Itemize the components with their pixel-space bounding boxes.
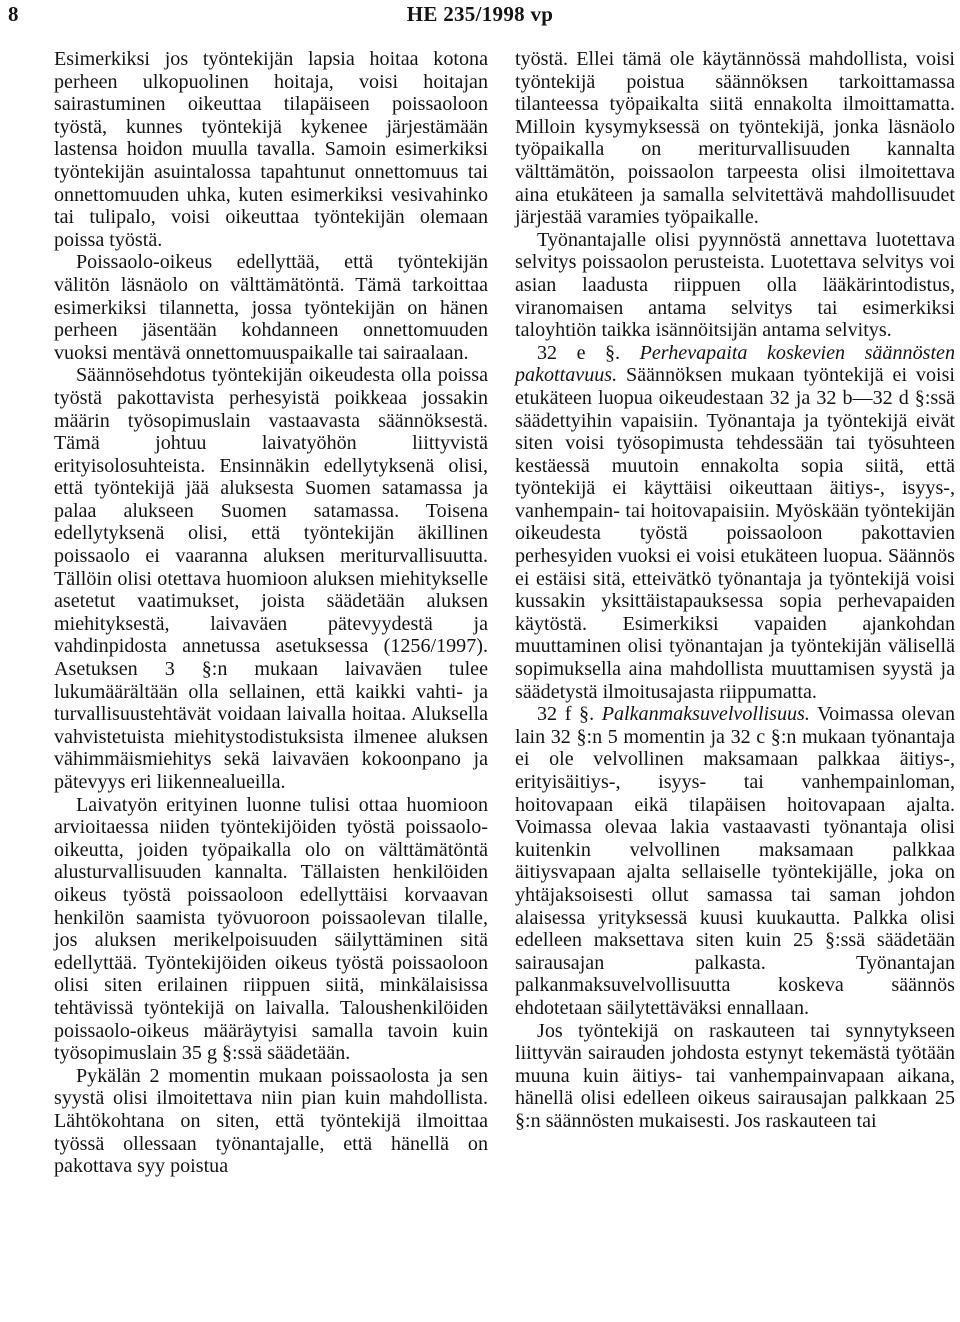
section-paragraph <box>515 342 955 704</box>
page-number: 8 <box>8 2 19 26</box>
paragraph: Työnantajalle olisi pyynnöstä annettava luotettava selvitys poissaolon perusteista. Luotettava selvitys voi asian laadusta riippuen olla lääkärintodistus, viranomaisen antama selvitys tai esimerkiksi taloyhtiön taikka isännöitsijän antama selvitys. <box>515 228 955 342</box>
paragraph: Jos työntekijä on raskauteen tai synnytykseen liittyvän sairauden johdosta estynyt tekemästä työtään muuna kuin äitiys- tai vanhempainvapaan aikana, hänellä olisi edelleen oikeus sairausajan palkkaan 25 §:n säännösten mukaisesti. Jos raskauteen tai <box>515 1019 955 1132</box>
section-text: Säännöksen mukaan työntekijä ei voisi etukäteen luopua oikeudestaan 32 ja 32 b—32 d §:ssä säädettyihin vapaisiin. Työnantaja ja työntekijä eivät siten voisi työsopimusta tehdessään tai työsuhteen kestäessä muutoin ennakolta sopia siitä, että työntekijä ei käyttäisi oikeuttaan äitiys-, isyys-, vanhempain- tai hoitovapaisiin. Myöskään työntekijän oikeudesta työstä poissaoloon pakottavien perhesyiden vuoksi ei voisi etukäteen luopua. Säännös ei estäisi sitä, etteivätkö työnantaja ja työntekijä voisi kussakin yksittäistapauksessa sopia perhevapaiden käytöstä. Esimerkiksi vapaiden ajankohdan muuttaminen olisi työnantajan ja työntekijän välisellä sopimuksella aina mahdollista muuttamisen syystä ja säädetystä ilmoitusajasta riippumatta. <box>515 364 955 703</box>
paragraph: Pykälän 2 momentin mukaan poissaolosta ja sen syystä olisi ilmoitettava niin pian kuin mahdollista. Lähtökohtana on siten, että työntekijä ilmoittaa työssä ollessaan työnantajalle, että hänellä on pakottava syy poistua <box>54 1064 488 1178</box>
paragraph: Laivatyön erityinen luonne tulisi ottaa huomioon arvioitaessa niiden työntekijöiden työstä poissaolo-oikeutta, joiden työpaikalla olo on välttämätöntä alusturvallisuuden kannalta. Tällaisten henkilöiden oikeus työstä poissaoloon edellyttäisi korvaavan henkilön saamista työvuoroon poissaolevan tilalle, jos aluksen merikelpoisuuden säilyttäminen sitä edellyttää. Työntekijöiden oikeus työstä poissaoloon olisi siten erilainen riippuen siitä, minkälaisissa tehtävissä työntekijä on laivalla. Taloushenkilöiden poissaolo-oikeus määräytyisi samalla tavoin kuin työsopimuslain 35 g §:ssä säädetään. <box>54 793 488 1065</box>
section-title: Perhevapaita koskevien säännösten pakottavuus. <box>515 341 955 387</box>
document-id: HE 235/1998 vp <box>406 2 554 26</box>
section-number: 32 e §. <box>537 341 621 364</box>
section-text: Voimassa olevan lain 32 §:n 5 momentin ja 32 c §:n mukaan työnantaja ei ole velvollinen maksamaan palkkaa äitiys-, erityisäitiys-, isyys- tai vanhempainloman, hoitovapaan eikä tilapäisen hoitovapaan ajalta. Voimassa olevaa lakia vastaavasti työnantaja olisi kuitenkin velvollinen maksamaan palkkaa äitiysvapaan ajalta sellaiselle työntekijälle, joka on yhtäjaksoisesti ollut samassa tai saman johdon alaisessa yrityksessä kuusi kuukautta. Palkka olisi edelleen maksettava siten kuin 25 §:ssä säädetään sairausajan palkasta. Työnantajan palkanmaksuvelvollisuutta koskeva säännös ehdotetaan säilytettäväksi ennallaan. <box>515 703 955 1019</box>
paragraph: Poissaolo-oikeus edellyttää, että työntekijän välitön läsnäolo on välttämätöntä. Tämä tarkoittaa esimerkiksi tilannetta, jossa työntekijän on hänen perheen jäsentään kohdanneen onnettomuuden vuoksi mentävä onnettomuuspaikalle tai sairaalaan. <box>54 251 488 364</box>
paragraph: Esimerkiksi jos työntekijän lapsia hoitaa kotona perheen ulkopuolinen hoitaja, voisi hoitajan sairastuminen oikeuttaa tilapäiseen poissaoloon työstä, kunnes työntekijä kykenee järjestämään lastensa hoidon muulla tavalla. Samoin esimerkiksi työntekijän asuintalossa tapahtunut onnettomuus tai onnettomuuden uhka, kuten esimerkiksi vesivahinko tai tulipalo, voisi oikeuttaa työntekijän olemaan poissa työstä. <box>54 48 488 251</box>
section-paragraph <box>515 703 955 1019</box>
left-column <box>54 48 488 1178</box>
paragraph: Säännösehdotus työntekijän oikeudesta olla poissa työstä pakottavista perhesyistä poikkeaa jossakin määrin työsopimuslain vastaavasta säännöksestä. Tämä johtuu laivatyöhön liittyvistä erityisolosuhteista. Ensinnäkin edellytyksenä olisi, että työntekijä jää aluksesta Suomen satamassa ja palaa alukseen Suomen satamassa. Toisena edellytyksenä olisi, että työntekijän äkillinen poissaolo ei vaaranna aluksen meriturvallisuutta. Tällöin olisi otettava huomioon aluksen miehitykselle asetetut vaatimukset, joista säädetään aluksen miehityksestä, laivaväen pätevyydestä ja vahdinpidosta annetussa asetuksessa (1256/1997). Asetuksen 3 §:n mukaan laivaväen tulee lukumäärältään olla sellainen, että kaikki vahti- ja turvallisuustehtävät voidaan laivalla hoitaa. Aluksella vahvistetuista miehitystodistuksista ilmenee aluksen vähimmäismiehitys sekä laivaväen kokoonpano ja pätevyys eri liikennealueilla. <box>54 364 488 793</box>
section-title: Palkanmaksuvelvollisuus. <box>601 703 810 726</box>
paragraph: työstä. Ellei tämä ole käytännössä mahdollista, voisi työntekijä poistua säännöksen tarkoittamassa tilanteessa työpaikalta siitä ennakolta ilmoittamatta. Milloin kysymyksessä on työntekijä, jonka läsnäolo työpaikalla on meriturvallisuuden kannalta välttämätön, poissaolon tarpeesta olisi ilmoitettava aina etukäteen ja samalla selvitettävä mahdollisuudet järjestää varamies työpaikalle. <box>515 48 955 229</box>
right-column <box>515 48 955 1133</box>
section-number: 32 f §. <box>537 703 595 726</box>
